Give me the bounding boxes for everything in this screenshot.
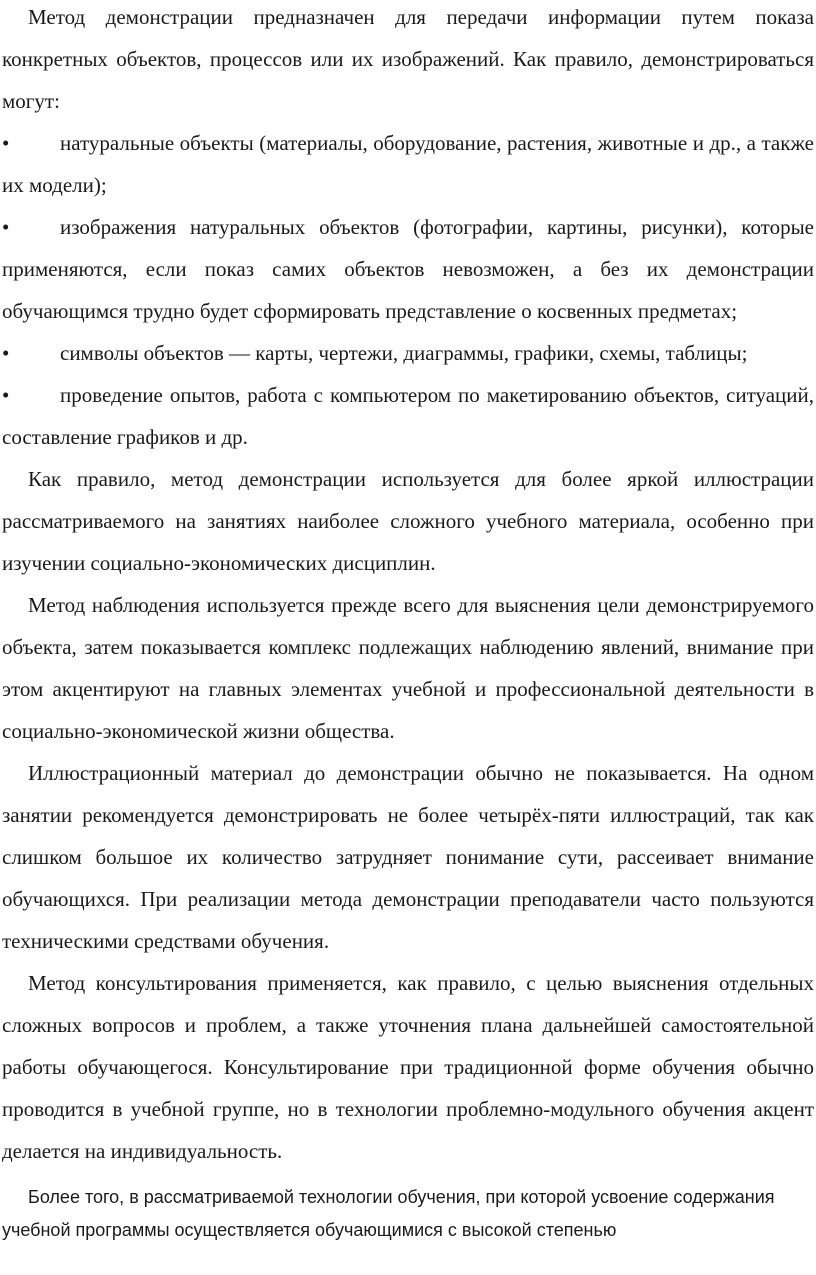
bullet-item-object-images — [2, 206, 814, 332]
paragraph-observation-method: Метод наблюдения используется прежде всего для выяснения цели демонстрируемого объекта, затем показывается комплекс подлежащих наблюдению явлений, внимание при этом акцентируют на главных элементах учебной и профессиональной деятельности в социально-экономической жизни общества. — [2, 593, 814, 743]
paragraph-technology-continuation: Более того, в рассматриваемой технологии обучения, при которой усвоение содержания учебной программы осуществляется обучающимися с высокой степенью — [2, 1187, 775, 1240]
paragraph-consulting-method: Метод консультирования применяется, как правило, с целью выяснения отдельных сложных вопросов и проблем, а также уточнения плана дальнейшей самостоятельной работы обучающегося. Консультирование при традиционной форме обучения обычно проводится в учебной группе, но в технологии проблемно-модульного обучения акцент делается на индивидуальность. — [2, 971, 814, 1163]
paragraph-demonstration-method: Метод демонстрации предназначен для передачи информации путем показа конкретных объектов, процессов или их изображений. Как правило, демонстрироваться могут: — [2, 5, 814, 113]
bullet-mark: • — [2, 131, 10, 155]
bullet-text: натуральные объекты (материалы, оборудование, растения, животные и др., а также их модели); — [2, 131, 814, 197]
bullet-item-object-symbols — [2, 332, 814, 374]
bullet-text: изображения натуральных объектов (фотографии, картины, рисунки), которые применяются, если показ самих объектов невозможен, а без их демонстрации обучающимся трудно будет сформировать представление о косвенных предметах; — [2, 215, 814, 323]
bullet-mark: • — [2, 383, 10, 407]
bullet-text: проведение опытов, работа с компьютером по макетированию объектов, ситуаций, составление графиков и др. — [2, 383, 814, 449]
paragraph-demonstration-usage: Как правило, метод демонстрации используется для более яркой иллюстрации рассматриваемого на занятиях наиболее сложного учебного материала, особенно при изучении социально-экономических дисциплин. — [2, 467, 814, 575]
bullet-mark: • — [2, 341, 10, 365]
bullet-text: символы объектов — карты, чертежи, диаграммы, графики, схемы, таблицы; — [60, 341, 748, 365]
bullet-item-experiments — [2, 374, 814, 458]
paragraph-illustration-material: Иллюстрационный материал до демонстрации обычно не показывается. На одном занятии рекомендуется демонстрировать не более четырёх-пяти иллюстраций, так как слишком большое их количество затрудняет понимание сути, рассеивает внимание обучающихся. При реализации метода демонстрации преподаватели часто пользуются техническими средствами обучения. — [2, 761, 814, 953]
bullet-mark: • — [2, 215, 10, 239]
bullet-item-natural-objects — [2, 122, 814, 206]
